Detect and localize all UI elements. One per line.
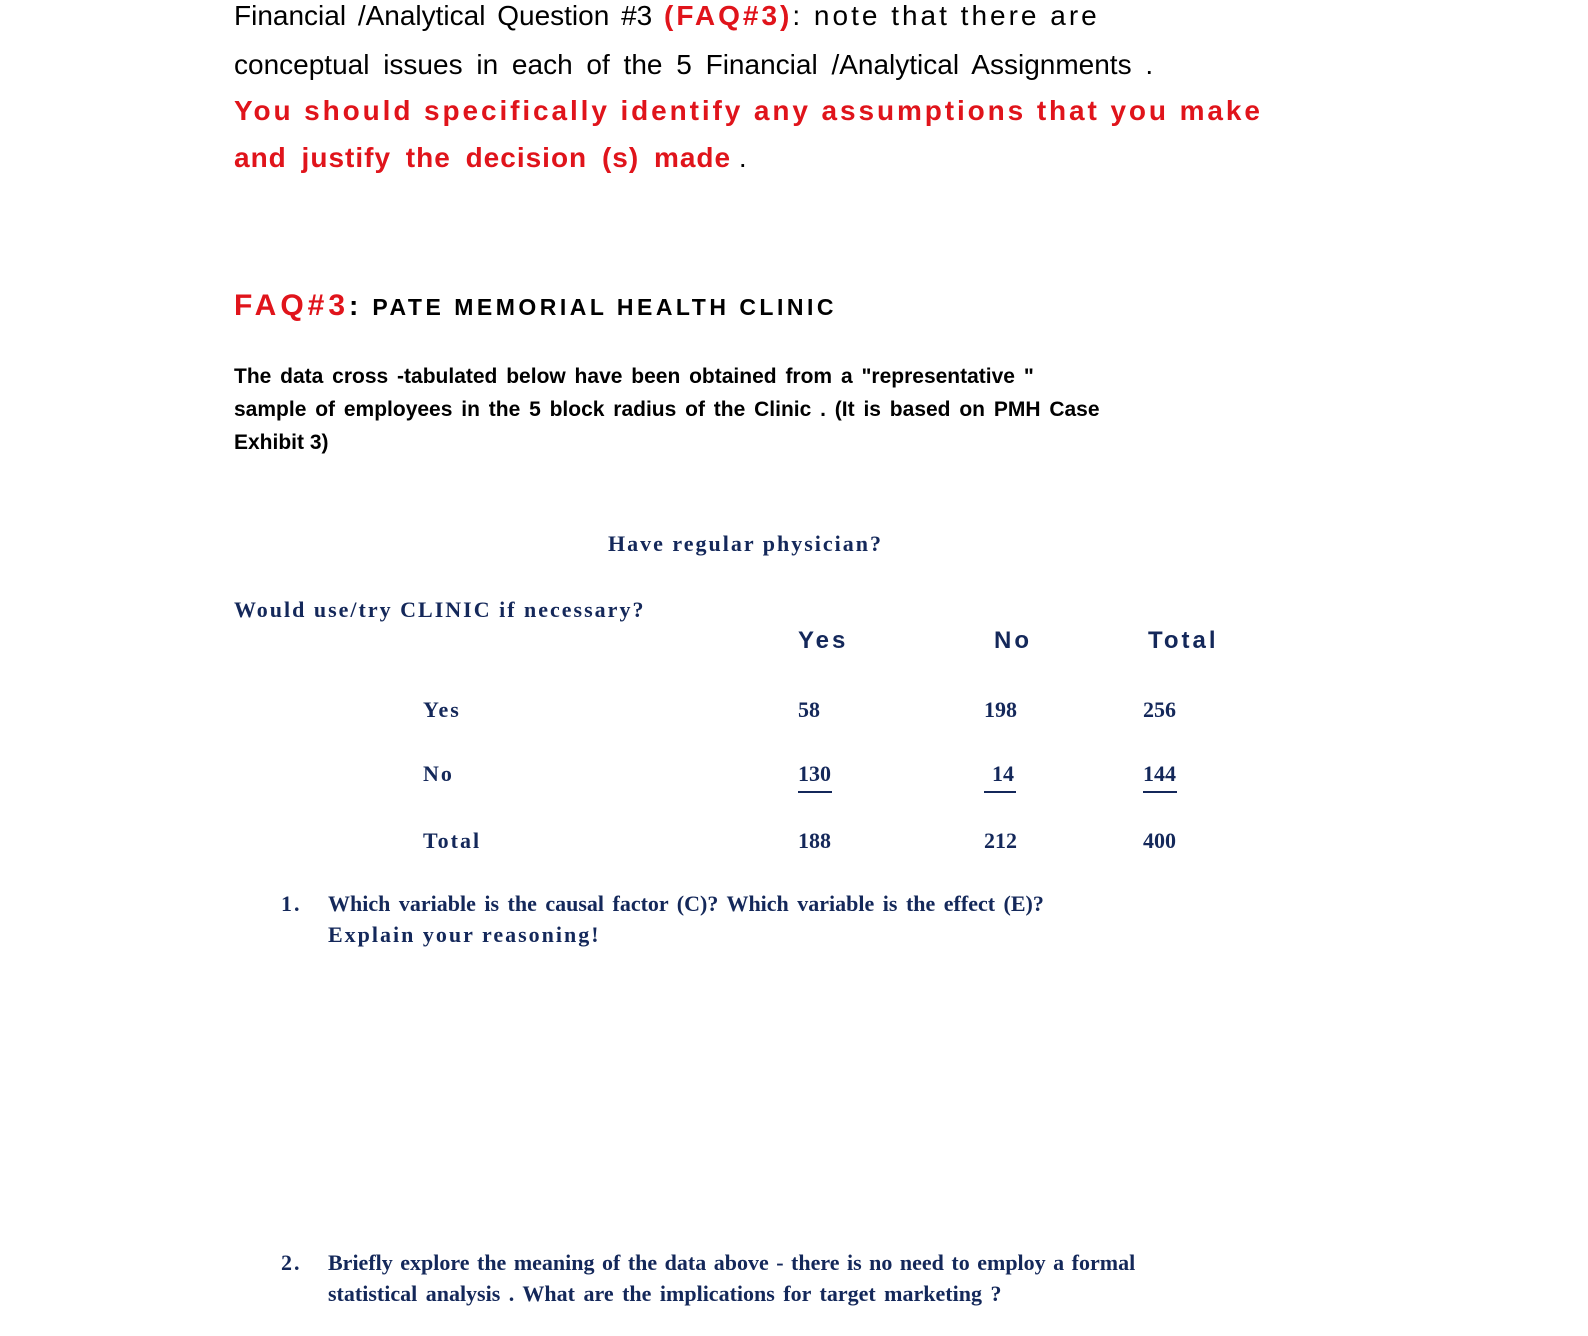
cell-no-total: 144 <box>1143 761 1177 793</box>
cell-yes-yes: 58 <box>798 697 820 722</box>
row-label-total: Total <box>423 828 482 853</box>
intro-line-1-text: Financial /Analytical Question #3 <box>234 0 664 31</box>
cell-yes-no: 198 <box>984 697 1017 722</box>
row-label-no: No <box>423 761 454 786</box>
description-line-3: Exhibit 3) <box>234 431 329 454</box>
question-2-line-1: Briefly explore the meaning of the data above - there is no need to employ a formal <box>328 1250 1136 1275</box>
description-line-2: sample of employees in the 5 block radius of the Clinic . (It is based on PMH Case <box>234 398 1100 421</box>
question-2-line-2: statistical analysis . What are the implications for target marketing ? <box>328 1281 1002 1306</box>
intro-line-2: conceptual issues in each of the 5 Financial /Analytical Assignments . <box>234 49 1154 80</box>
intro-line-1-tail: : note that there are <box>792 0 1100 31</box>
faq-tag: FAQ#3 <box>234 289 350 322</box>
cell-yes-total: 256 <box>1143 697 1176 722</box>
row-label-yes: Yes <box>423 697 461 722</box>
cell-no-yes: 130 <box>798 761 832 793</box>
intro-line-4-tail: . <box>731 142 747 173</box>
col-header-yes: Yes <box>798 627 849 654</box>
col-header-no: No <box>994 627 1032 654</box>
question-2-number: 2. <box>281 1250 302 1275</box>
cell-total-yes: 188 <box>798 828 831 853</box>
column-variable-title: Have regular physician? <box>608 531 883 556</box>
question-1-line-2: Explain your reasoning! <box>328 922 601 947</box>
faq-tag-inline: (FAQ#3) <box>664 0 793 31</box>
assumptions-instruction: You should specifically identify any assumptions that you make <box>234 95 1263 126</box>
question-1-number: 1. <box>281 891 302 916</box>
justify-instruction: and justify the decision (s) made <box>234 142 732 173</box>
cell-total-no: 212 <box>984 828 1017 853</box>
section-heading <box>234 289 837 323</box>
page-title: PATE MEMORIAL HEALTH CLINIC <box>372 294 837 320</box>
row-variable-title: Would use/try CLINIC if necessary? <box>234 597 646 622</box>
cell-total-total: 400 <box>1143 828 1176 853</box>
cell-no-no: 14 <box>984 761 1016 793</box>
question-1-line-1: Which variable is the causal factor (C)? Which variable is the effect (E)? <box>328 891 1044 916</box>
intro-line-1 <box>234 0 1100 32</box>
heading-colon: : <box>349 290 359 321</box>
col-header-total: Total <box>1148 627 1219 654</box>
intro-line-4 <box>234 142 747 174</box>
description-line-1: The data cross -tabulated below have been obtained from a "representative " <box>234 365 1034 388</box>
